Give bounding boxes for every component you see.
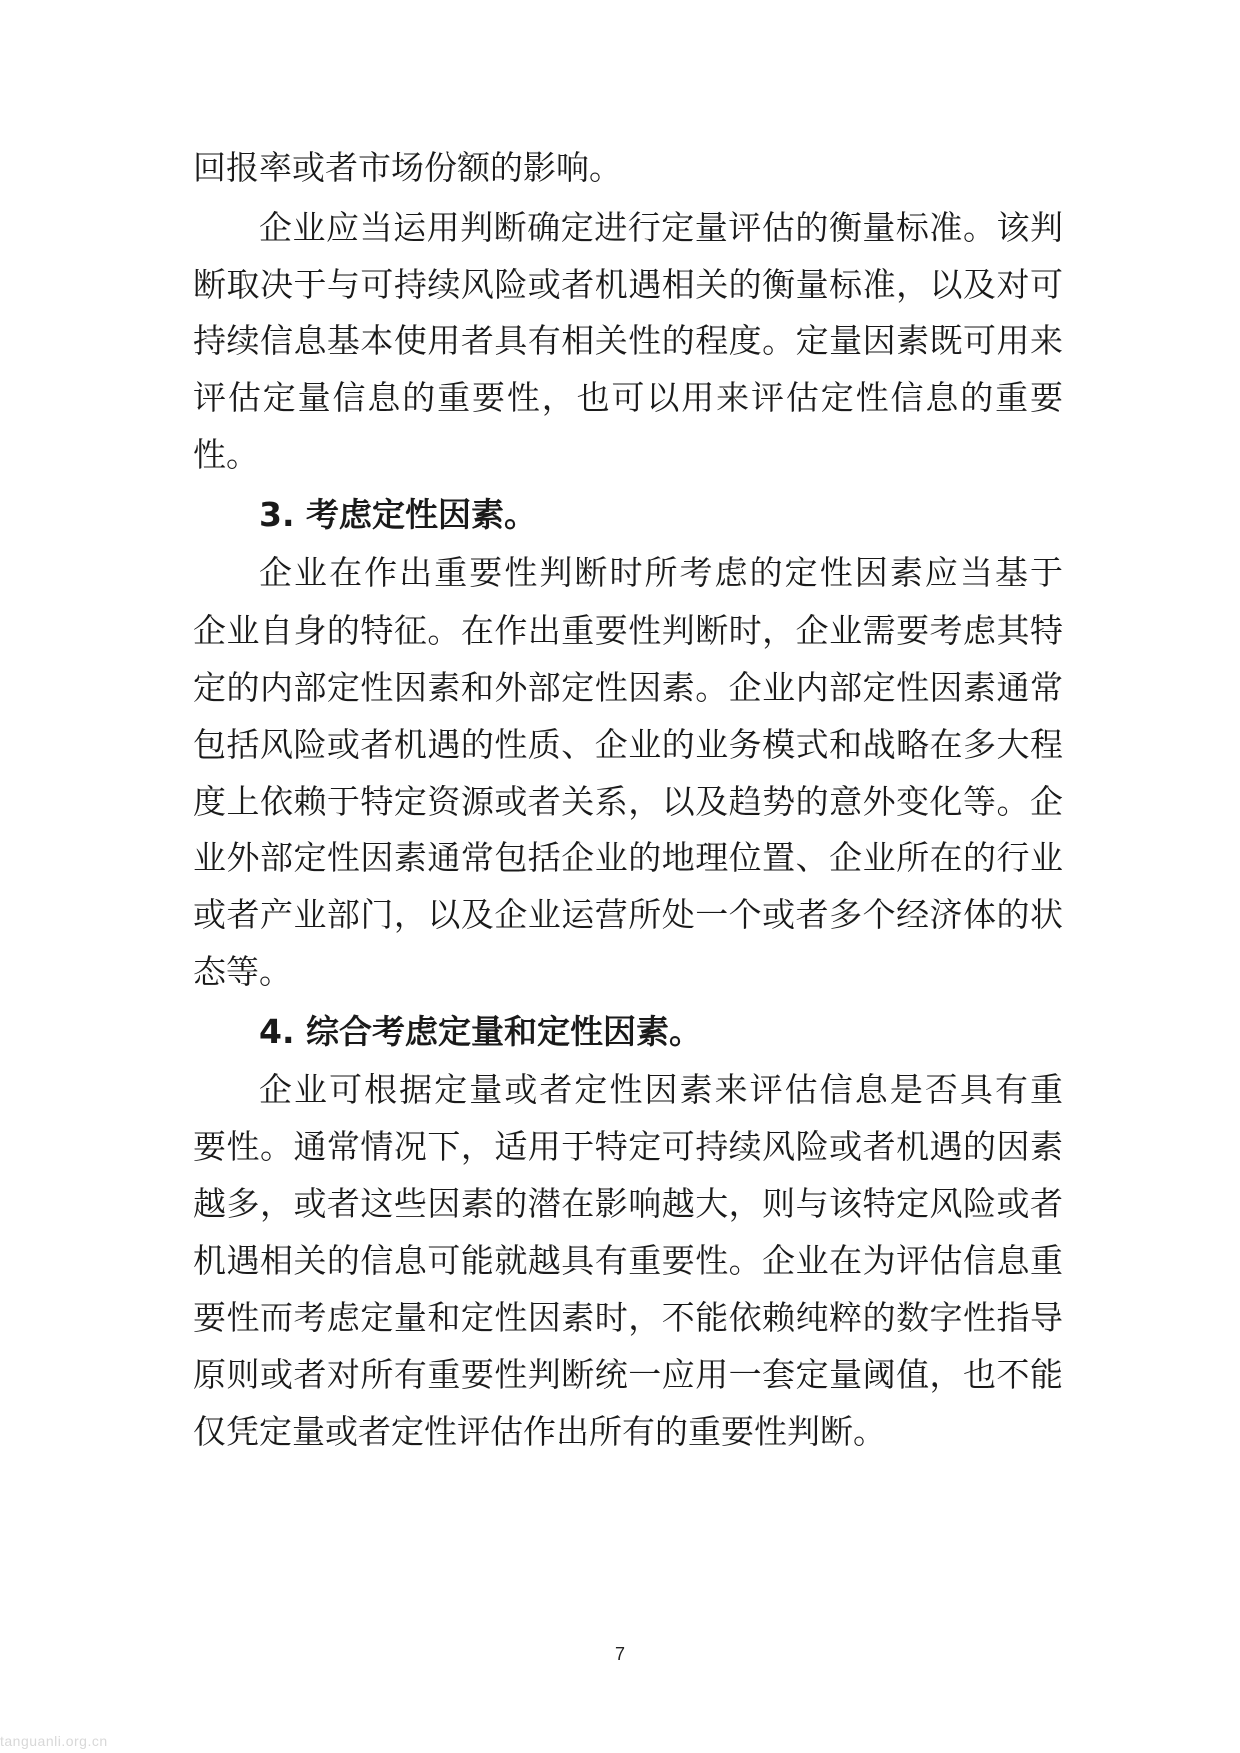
paragraph-line: 要性而考虑定量和定性因素时，不能依赖纯粹的数字性指导 [193,1298,1063,1337]
paragraph-line: 原则或者对所有重要性判断统一应用一套定量阈值，也不能 [193,1355,1063,1394]
paragraph-line: 或者产业部门，以及企业运营所处一个或者多个经济体的状 [193,895,1063,934]
paragraph-line: 企业可根据定量或者定性因素来评估信息是否具有重 [259,1070,1063,1109]
paragraph-line: 断取决于与可持续风险或者机遇相关的衡量标准，以及对可 [193,265,1063,304]
paragraph-line: 要性。通常情况下，适用于特定可持续风险或者机遇的因素 [193,1127,1063,1166]
paragraph-line: 企业在作出重要性判断时所考虑的定性因素应当基于 [259,553,1063,592]
section-heading: 4. 综合考虑定量和定性因素。 [259,1012,702,1051]
paragraph-line: 企业应当运用判断确定进行定量评估的衡量标准。该判 [259,208,1063,247]
paragraph-line: 仅凭定量或者定性评估作出所有的重要性判断。 [193,1412,886,1451]
paragraph-line: 业外部定性因素通常包括企业的地理位置、企业所在的行业 [193,838,1063,877]
paragraph-line: 评估定量信息的重要性，也可以用来评估定性信息的重要 [193,378,1063,417]
paragraph-line: 企业自身的特征。在作出重要性判断时，企业需要考虑其特 [193,611,1063,650]
paragraph-line: 越多，或者这些因素的潜在影响越大，则与该特定风险或者 [193,1184,1063,1223]
paragraph-line: 定的内部定性因素和外部定性因素。企业内部定性因素通常 [193,668,1063,707]
paragraph-line: 机遇相关的信息可能就越具有重要性。企业在为评估信息重 [193,1241,1063,1280]
watermark: tanguanli.org.cn [0,1733,108,1749]
paragraph-line: 回报率或者市场份额的影响。 [193,148,622,187]
paragraph-line: 态等。 [193,952,292,991]
paragraph-line: 性。 [193,435,259,474]
paragraph-line: 度上依赖于特定资源或者关系，以及趋势的意外变化等。企 [193,782,1063,821]
paragraph-line: 包括风险或者机遇的性质、企业的业务模式和战略在多大程 [193,725,1063,764]
paragraph-line: 持续信息基本使用者具有相关性的程度。定量因素既可用来 [193,321,1063,360]
section-heading: 3. 考虑定性因素。 [259,495,537,534]
page-number: 7 [614,1644,625,1664]
